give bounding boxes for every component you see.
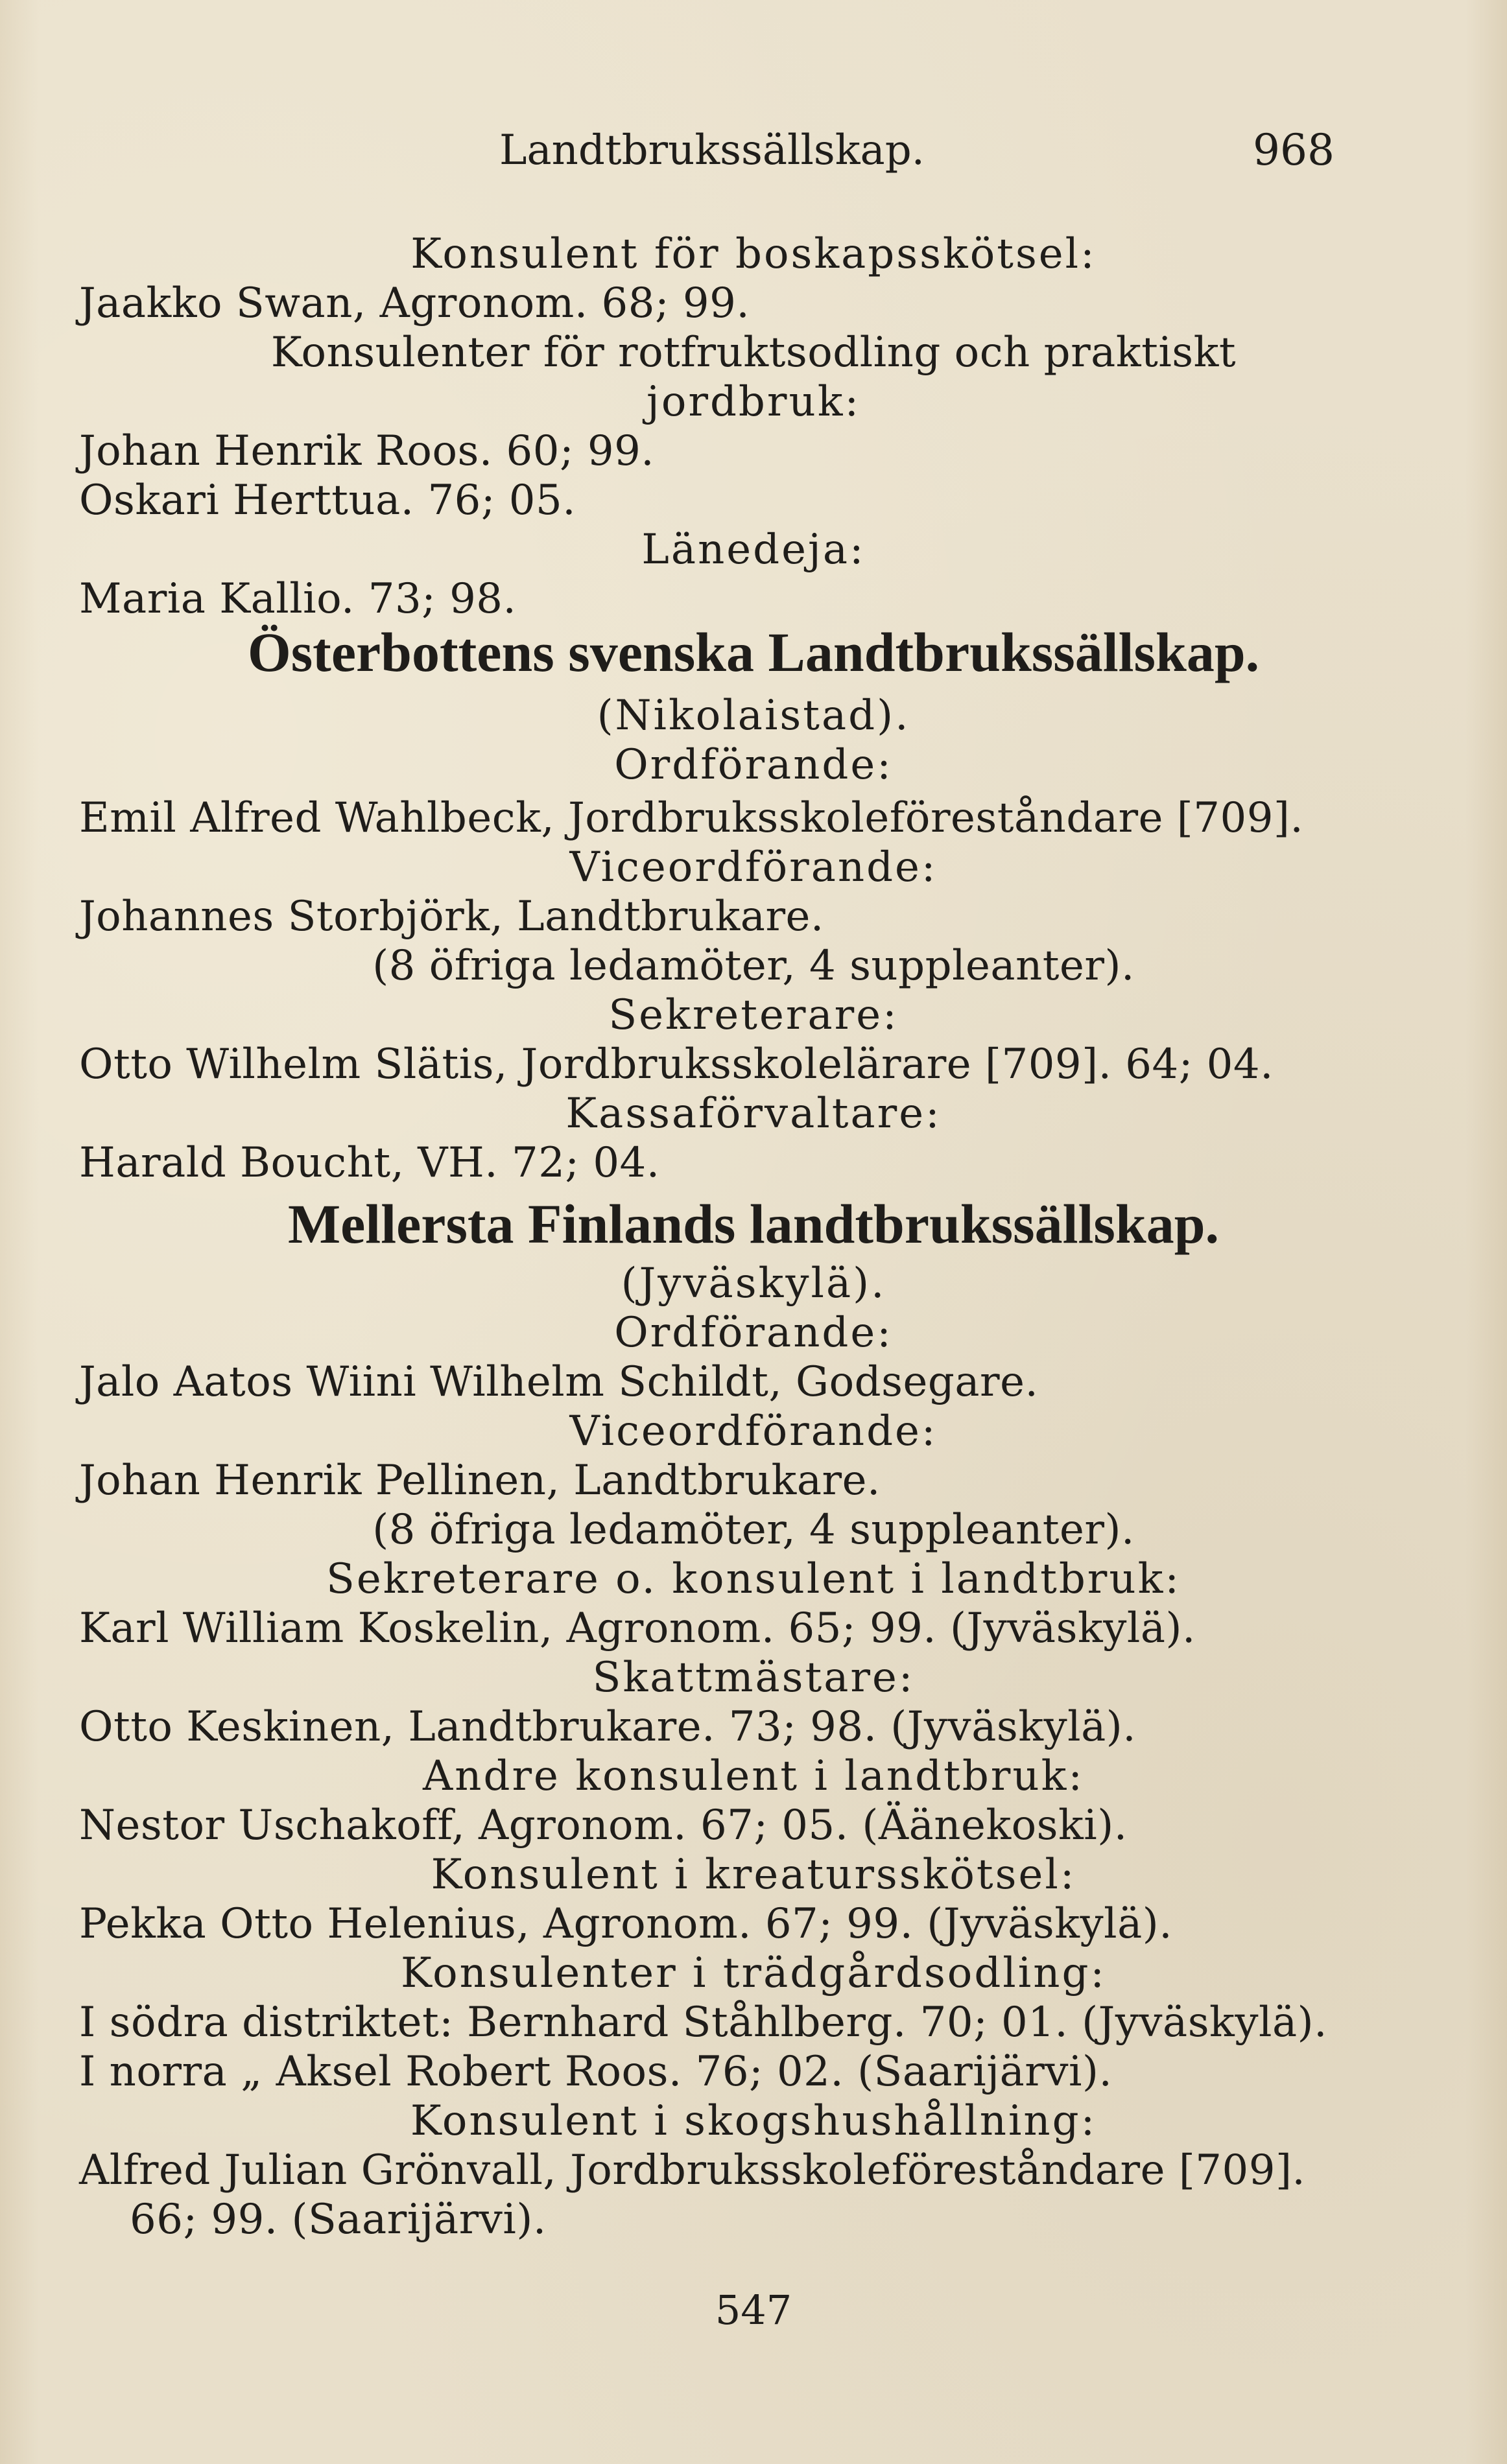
page-number: 968 xyxy=(1253,125,1335,175)
folio-number: 547 xyxy=(715,2286,792,2334)
section-label: Ordförande: xyxy=(614,741,893,789)
entry-line: Johannes Storbjörk, Landtbrukare. xyxy=(79,893,824,941)
location-label: (Jyväskylä). xyxy=(621,1260,886,1308)
entry-line: Otto Keskinen, Landtbrukare. 73; 98. (Jyväskylä). xyxy=(79,1703,1137,1751)
section-label: Konsulent i kreatursskötsel: xyxy=(431,1851,1076,1899)
note-line: (8 öfriga ledamöter, 4 suppleanter). xyxy=(372,942,1135,990)
running-head: Landtbrukssällskap. xyxy=(499,126,925,174)
entry-line: Johan Henrik Pellinen, Landtbrukare. xyxy=(79,1457,881,1505)
entry-line: Otto Wilhelm Slätis, Jordbruksskolelärare [709]. 64; 04. xyxy=(79,1040,1274,1088)
entry-line: Nestor Uschakoff, Agronom. 67; 05. (Äänekoski). xyxy=(79,1801,1128,1849)
entry-line: Jalo Aatos Wiini Wilhelm Schildt, Godsegare. xyxy=(79,1358,1039,1406)
entry-line: Jaakko Swan, Agronom. 68; 99. xyxy=(79,279,750,327)
entry-line: Emil Alfred Wahlbeck, Jordbruksskoleföreståndare [709]. xyxy=(79,794,1304,842)
entry-line: Pekka Otto Helenius, Agronom. 67; 99. (Jyväskylä). xyxy=(79,1900,1173,1948)
section-label: jordbruk: xyxy=(646,378,861,426)
entry-line: Maria Kallio. 73; 98. xyxy=(79,575,517,623)
section-label: Ordförande: xyxy=(614,1309,893,1357)
section-label: Kassaförvaltare: xyxy=(565,1090,942,1138)
note-line: (8 öfriga ledamöter, 4 suppleanter). xyxy=(372,1506,1135,1554)
entry-line: Alfred Julian Grönvall, Jordbruksskoleföreståndare [709]. xyxy=(79,2146,1306,2194)
section-label: Konsulenter för rotfruktsodling och praktiskt xyxy=(270,329,1237,377)
section-label: Viceordförande: xyxy=(569,843,938,891)
entry-line: Johan Henrik Roos. 60; 99. xyxy=(79,427,655,475)
section-label: Konsulenter i trädgårdsodling: xyxy=(401,1949,1106,1997)
section-label: Länedeja: xyxy=(641,526,866,574)
society-heading: Österbottens svenska Landtbrukssällskap. xyxy=(247,621,1260,683)
section-label: Konsulent i skogshushållning: xyxy=(410,2097,1097,2145)
entry-line-continuation: 66; 99. (Saarijärvi). xyxy=(130,2196,547,2244)
entry-line: I södra distriktet: Bernhard Ståhlberg. 70; 01. (Jyväskylä). xyxy=(79,1999,1327,2047)
entry-line: Harald Boucht, VH. 72; 04. xyxy=(79,1139,660,1187)
section-label: Sekreterare: xyxy=(608,991,899,1039)
society-heading: Mellersta Finlands landtbrukssällskap. xyxy=(287,1193,1220,1255)
entry-line: Karl William Koskelin, Agronom. 65; 99. (Jyväskylä). xyxy=(79,1604,1196,1652)
section-label: Skattmästare: xyxy=(592,1654,915,1702)
location-label: (Nikolaistad). xyxy=(597,692,910,740)
entry-line: I norra „ Aksel Robert Roos. 76; 02. (Saarijärvi). xyxy=(79,2048,1113,2096)
section-label: Konsulent för boskapsskötsel: xyxy=(410,230,1097,278)
section-label: Sekreterare o. konsulent i landtbruk: xyxy=(326,1555,1181,1603)
section-label: Viceordförande: xyxy=(569,1407,938,1455)
entry-line: Oskari Herttua. 76; 05. xyxy=(79,476,576,524)
section-label: Andre konsulent i landtbruk: xyxy=(423,1752,1084,1800)
